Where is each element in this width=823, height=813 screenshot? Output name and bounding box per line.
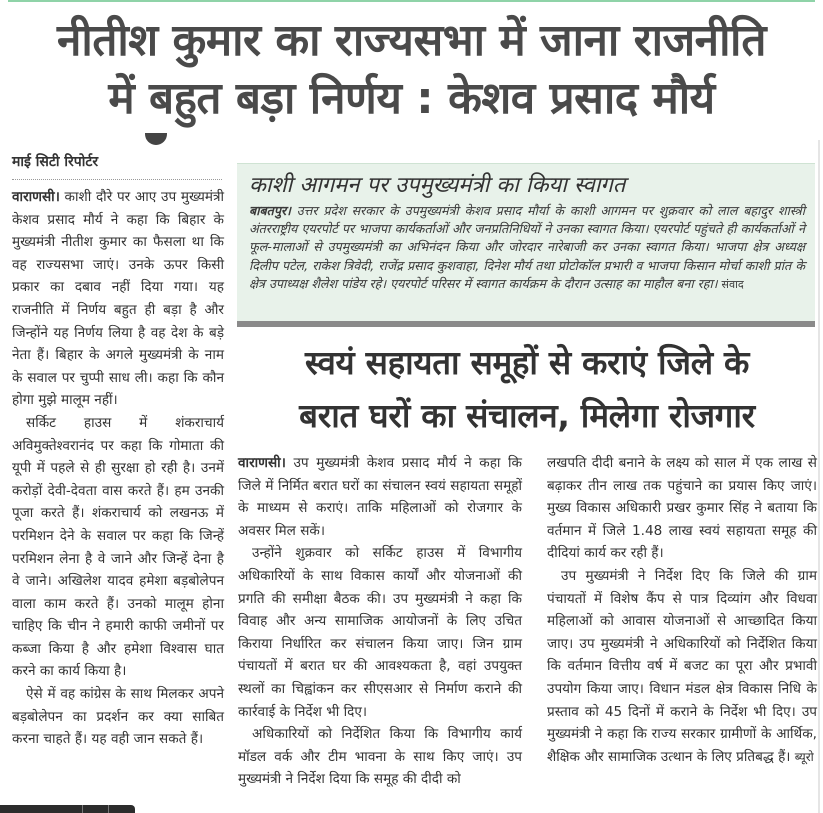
bottom-toolbar (0, 805, 135, 813)
toolbar-divider (82, 805, 83, 813)
second-story-column-1 (238, 452, 522, 791)
dateline: वाराणसी। (12, 189, 60, 205)
paragraph (547, 565, 817, 768)
headline-line-1: नीतीश कुमार का राज्यसभा में जाना राजनीति (57, 15, 766, 66)
second-headline-line-2: बरात घरों का संचालन, मिलेगा रोजगार (299, 396, 755, 435)
sidebar-box-title: काशी आगमन पर उपमुख्यमंत्री का किया स्वागत (249, 173, 626, 198)
credit: ब्यूरो (794, 749, 814, 764)
paragraph: ऐसे में वह कांग्रेस के साथ मिलकर अपने बड़बोलेपन का प्रदर्शन कर क्या साबित करना चाहते हैं। यह वही जान सकते हैं। (12, 686, 224, 748)
second-headline (237, 336, 817, 442)
paragraph (12, 186, 224, 412)
paragraph: लखपति दीदी बनाने के लक्ष्य को साल में एक लाख से बढ़ाकर तीन लाख तक पहुंचाने का प्रयास किए जाएं। मुख्य विकास अधिकारी प्रखर कुमार सिंह ने बताया कि वर्तमान में जिले 1.48 लाख स्वयं सहायता समूह की दीदियां कार्य कर रही हैं। (547, 455, 817, 562)
credit: संवाद (721, 277, 744, 291)
paragraph (238, 452, 522, 542)
decorative-circle (145, 133, 167, 145)
paragraph-text: काशी दौरे पर आए उप मुख्यमंत्री केशव प्रसाद मौर्य ने कहा कि बिहार के मुख्यमंत्री नीतीश कुमार का फैसला था कि वह राज्यसभा जाएं। उनके ऊपर किसी प्रकार का दबाव नहीं दिया गया। यह राजनीति में निर्णय बहुत ही बड़ा है और जिन्होंने यह निर्णय लिया है वह देश के बड़े नेता हैं। बिहार के अगले मुख्यमंत्री के नाम के सवाल पर चुप्पी साध ली। कहा कि कौन होगा मुझे मालूम नहीं। (12, 189, 224, 409)
second-headline-line-1: स्वयं सहायता समूहों से कराएं जिले के (304, 343, 750, 382)
paragraph: अधिकारियों को निर्देशित किया कि विभागीय कार्य मॉडल वर्क और टीम भावना के साथ किए जाएं। उप मुख्यमंत्री ने निर्देश दिया कि समूह की दीदी को (238, 726, 522, 788)
paragraph-text: उप मुख्यमंत्री केशव प्रसाद मौर्य ने कहा कि जिले में निर्मित बरात घरों का संचालन स्वयं सहायता समूहों के माध्यम से कराएं। ताकि महिलाओं को रोजगार के अवसर मिल सकें। (238, 455, 522, 539)
sidebar-box (237, 163, 815, 322)
sidebar-box-body (249, 202, 805, 294)
headline-line-2: में बहुत बड़ा निर्णय : केशव प्रसाद मौर्य (108, 73, 715, 124)
second-story-column-2 (547, 452, 817, 768)
main-story-column (12, 186, 224, 751)
toolbar-divider (108, 805, 109, 813)
sidebar-box-text: उत्तर प्रदेश सरकार के उपमुख्यमंत्री केशव प्रसाद मौर्या के काशी आगमन पर शुक्रवार को लाल बहादुर शास्त्री अंतरराष्ट्रीय एयरपोर्ट पर भाजपा कार्यकर्ताओं और जनप्रतिनिधियों ने उनका स्वागत किया। एयरपोर्ट पहुंचते ही कार्यकर्ताओं ने फूल-मालाओं से उपमुख्यमंत्री का अभिनंदन किया और जोरदार नारेबाजी कर उनका स्वागत किया। भाजपा क्षेत्र अध्यक्ष दिलीप पटेल, राकेश त्रिवेदी, राजेंद्र प्रसाद कुशवाहा, दिनेश मौर्य तथा प्रोटोकॉल प्रभारी व भाजपा किसान मोर्चा काशी प्रांत के क्षेत्र उपाध्यक्ष शैलेश पांडेय रहे। एयरपोर्ट परिसर में स्वागत कार्यक्रम के दौरान उत्साह का माहौल बना रहा। (249, 203, 805, 291)
paragraph: सर्किट हाउस में शंकराचार्य अविमुक्तेश्वरानंद पर कहा कि गोमाता की यूपी में पहले से ही सुरक्षा हो रही है। उनमें करोड़ों देवी-देवता वास करते हैं। हम उनकी पूजा करते हैं। शंकराचार्य को लखनऊ में परमिशन देने के सवाल पर कहा कि जिन्हें परमिशन लेना है वे जाने और जिन्हें देना है वे जाने। अखिलेश यादव हमेशा बड़बोलेपन वाला काम करते हैं। उनको मालूम होना चाहिए कि चीन ने हमारी काफी जमीनों पर कब्जा किया है और हमेशा विश्वास घात करने का कार्य किया है। (12, 414, 224, 680)
dateline: वाराणसी। (238, 455, 286, 471)
main-headline (0, 12, 823, 128)
dateline: बाबतपुर। (249, 203, 291, 218)
paragraph-text: उप मुख्यमंत्री ने निर्देश दिए कि जिले की ग्राम पंचायतों में विशेष कैंप से पात्र दिव्यांग और विधवा महिलाओं को आवास योजनाओं से आच्छादित किया जाए। उप मुख्यमंत्री ने अधिकारियों को निर्देशित किया कि वर्तमान वित्तीय वर्ष में बजट का पूरा और प्रभावी उपयोग किया जाए। विधान मंडल क्षेत्र विकास निधि के प्रस्ताव को 45 दिनों में कराने के निर्देश भी दिए। उप मुख्यमंत्री ने कहा कि राज्य सरकार ग्रामीणों के आर्थिक, शैक्षिक और सामाजिक उत्थान के लिए प्रतिबद्ध हैं। (547, 567, 817, 765)
page-edge (818, 140, 820, 813)
paragraph: उन्होंने शुक्रवार को सर्किट हाउस में विभागीय अधिकारियों के साथ विकास कार्यों और योजनाओं की प्रगति की समीक्षा बैठक की। उप मुख्यमंत्री ने कहा कि विवाह और अन्य सामाजिक आयोजनों के लिए उचित किराया निर्धारित कर संचालन किया जाए। जिन ग्राम पंचायतों में बरात घर की आवश्यकता है, वहां उपयुक्त स्थलों का चिह्वांकन कर सीएसआर से निर्माण कराने की कार्रवाई के निर्देश भी दिए। (238, 545, 522, 720)
byline: माई सिटी रिपोर्टर (12, 152, 222, 180)
box-underline (237, 321, 815, 327)
top-rule (8, 0, 815, 2)
